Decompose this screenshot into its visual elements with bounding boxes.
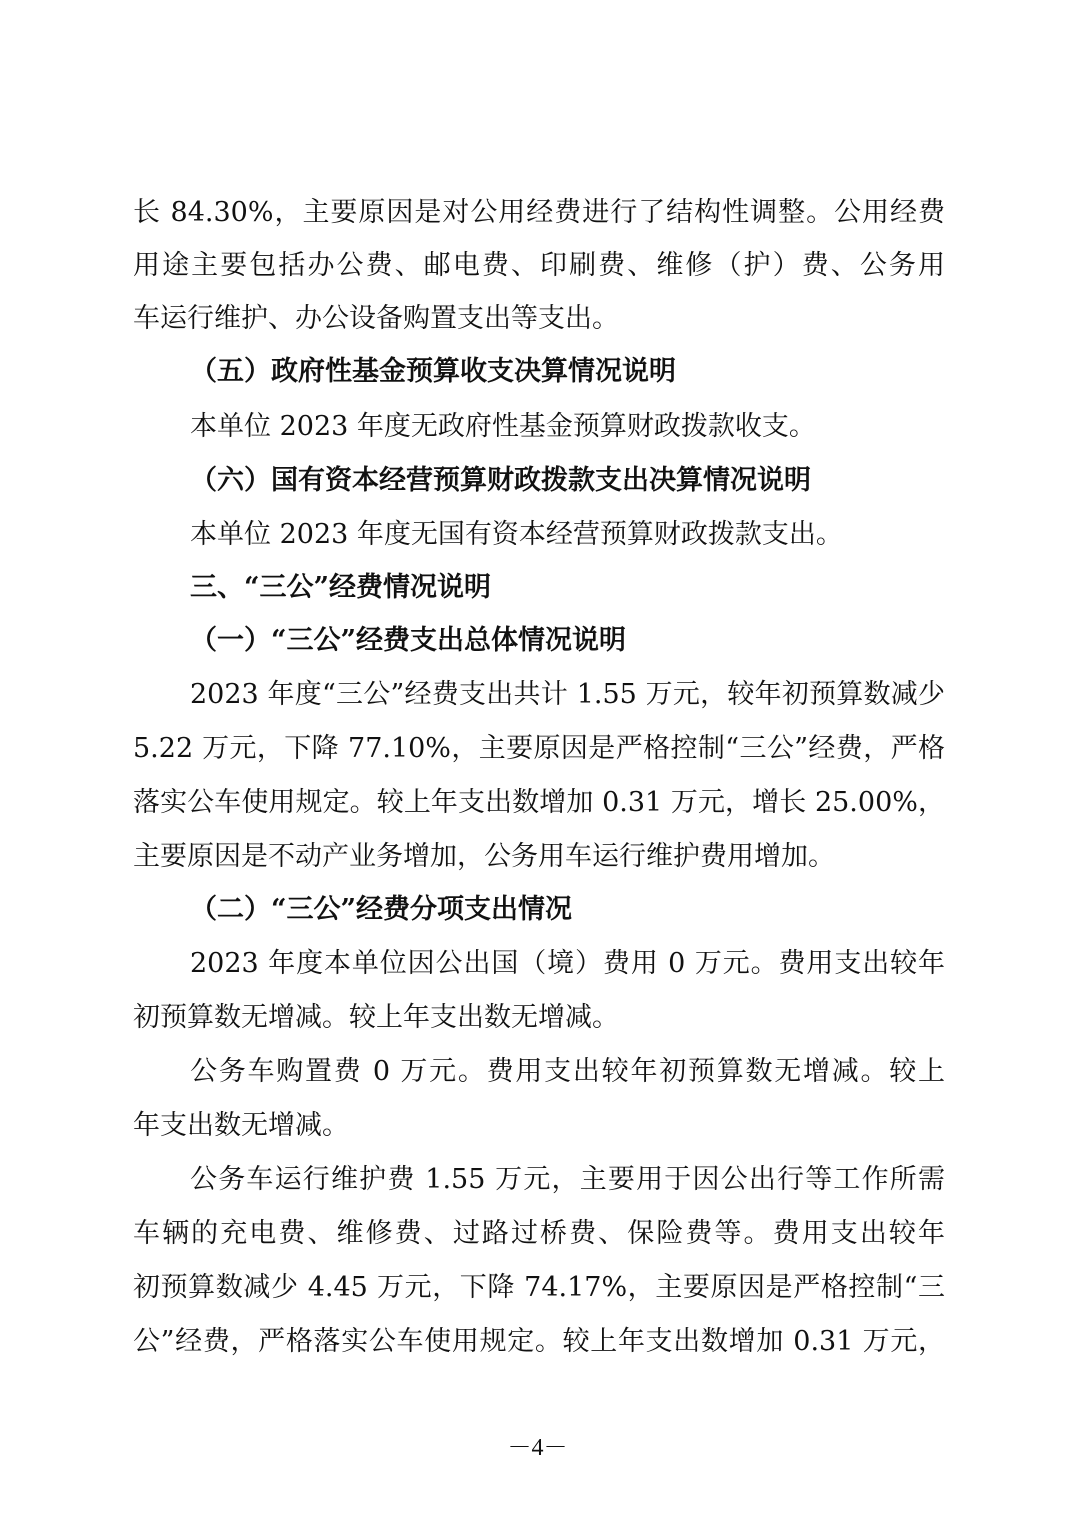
paragraph-line: 本单位 2023 年度无国有资本经营预算财政拨款支出。 — [190, 519, 843, 550]
paragraph-line: 长 84.30%，主要原因是对公用经费进行了结构性调整。公用经费 — [133, 197, 945, 228]
chapter-heading: 三、“三公”经费情况说明 — [190, 572, 492, 603]
paragraph-line: 本单位 2023 年度无政府性基金预算财政拨款收支。 — [190, 411, 816, 442]
section-heading: （一）“三公”经费支出总体情况说明 — [190, 625, 627, 656]
paragraph-line: 车辆的充电费、维修费、过路过桥费、保险费等。费用支出较年 — [133, 1218, 945, 1249]
paragraph-line: 用途主要包括办公费、邮电费、印刷费、维修（护）费、公务用 — [133, 250, 945, 281]
section-heading: （五）政府性基金预算收支决算情况说明 — [190, 356, 676, 387]
page-number: －4－ — [507, 1435, 568, 1461]
paragraph-line: 年支出数无增减。 — [133, 1110, 349, 1141]
paragraph-line: 初预算数无增减。较上年支出数无增减。 — [133, 1002, 619, 1033]
section-heading: （二）“三公”经费分项支出情况 — [190, 894, 573, 925]
paragraph-line: 落实公车使用规定。较上年支出数增加 0.31 万元，增长 25.00%， — [133, 787, 945, 818]
section-heading: （六）国有资本经营预算财政拨款支出决算情况说明 — [190, 465, 811, 496]
paragraph-line: 车运行维护、办公设备购置支出等支出。 — [133, 303, 619, 334]
paragraph-line: 公务车运行维护费 1.55 万元，主要用于因公出行等工作所需 — [190, 1164, 945, 1195]
paragraph-line: 公务车购置费 0 万元。费用支出较年初预算数无增减。较上 — [190, 1056, 945, 1087]
paragraph-line: 2023 年度“三公”经费支出共计 1.55 万元，较年初预算数减少 — [190, 679, 945, 710]
paragraph-line: 5.22 万元，下降 77.10%，主要原因是严格控制“三公”经费，严格 — [133, 733, 945, 764]
paragraph-line: 2023 年度本单位因公出国（境）费用 0 万元。费用支出较年 — [190, 948, 945, 979]
paragraph-line: 主要原因是不动产业务增加，公务用车运行维护费用增加。 — [133, 841, 835, 872]
paragraph-line: 初预算数减少 4.45 万元，下降 74.17%，主要原因是严格控制“三 — [133, 1272, 945, 1303]
paragraph-line: 公”经费，严格落实公车使用规定。较上年支出数增加 0.31 万元， — [133, 1326, 945, 1357]
